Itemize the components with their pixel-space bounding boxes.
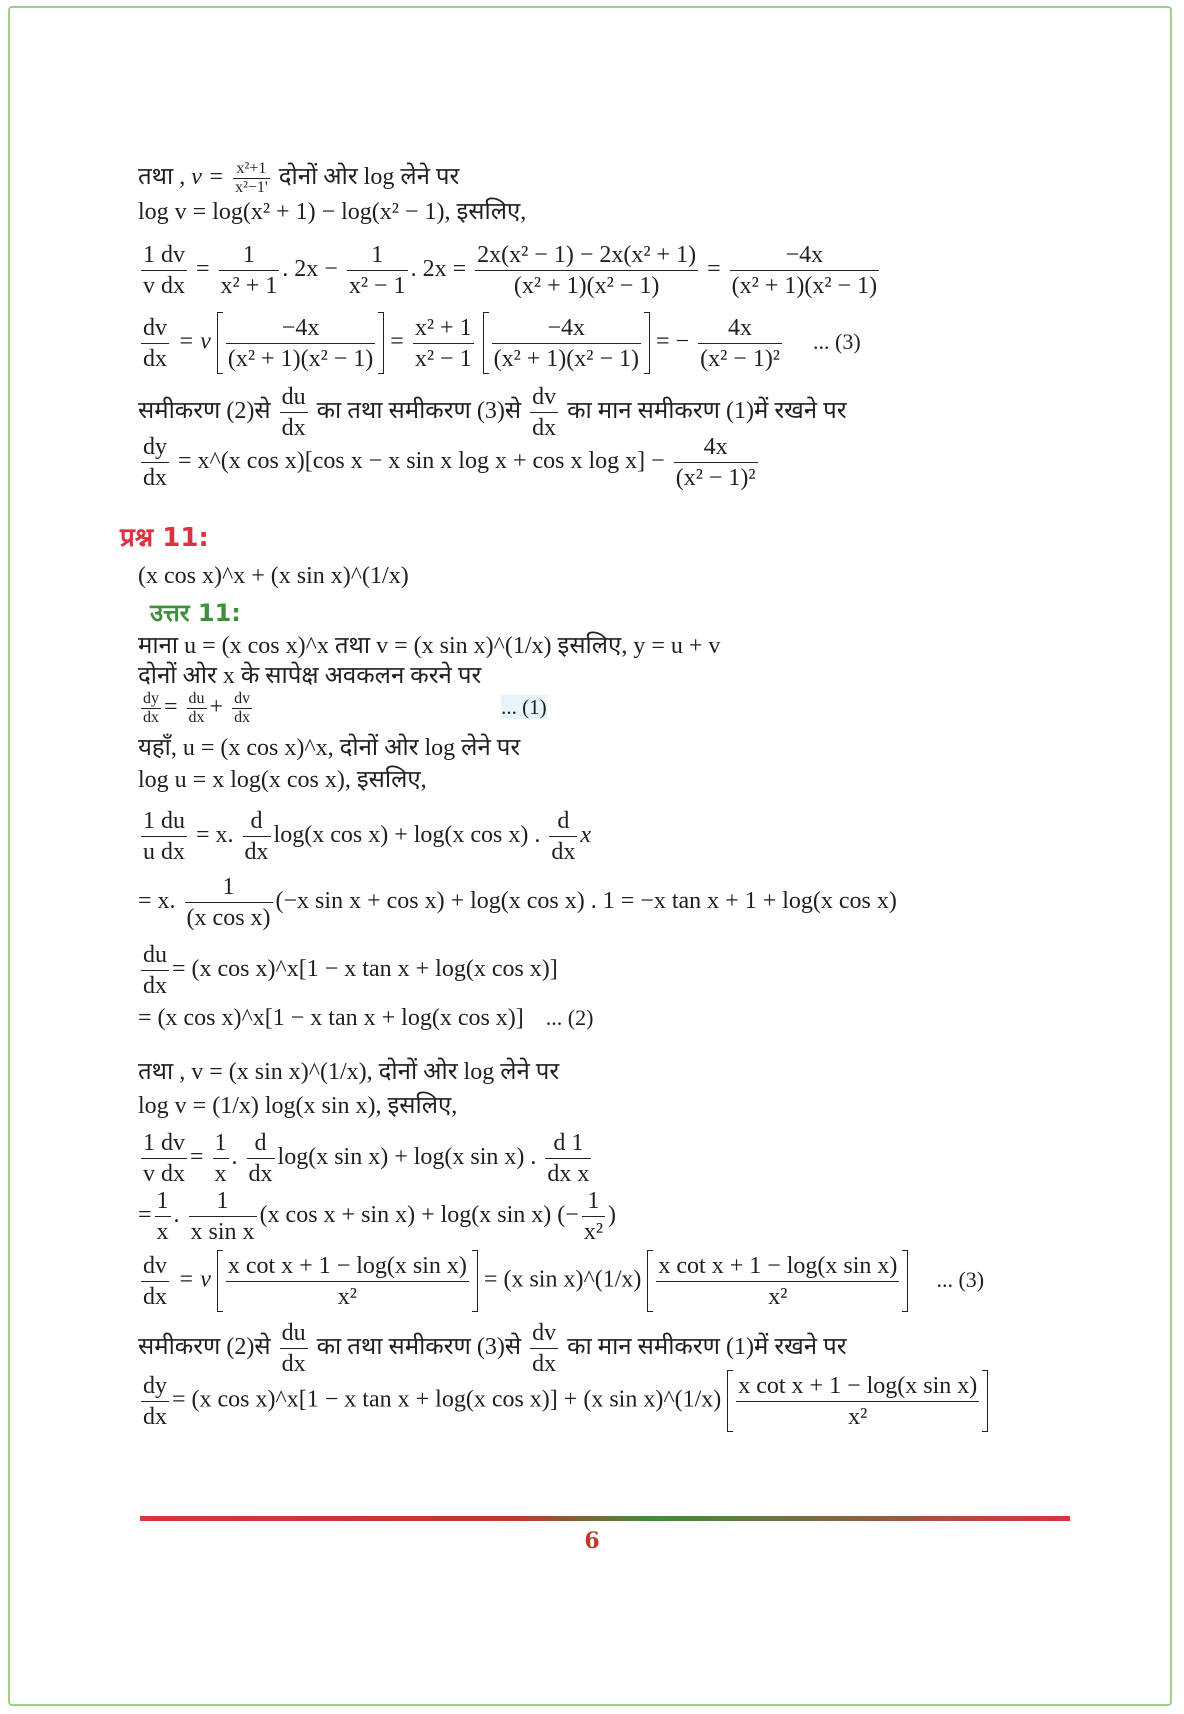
numerator: d 1 xyxy=(545,1128,591,1159)
fraction xyxy=(141,313,169,374)
answer-line: तथा , v = (x sin x)^(1/x), दोनों ओर log लेने पर xyxy=(138,1059,560,1085)
text: दोनों ओर log लेने पर xyxy=(278,164,460,191)
denominator: dx xyxy=(532,1351,557,1377)
final-answer-line xyxy=(138,1370,988,1432)
bracket xyxy=(647,1250,653,1312)
numerator: −4x xyxy=(226,313,375,344)
equation-reference: ... (1) xyxy=(501,695,547,720)
numerator: x cot x + 1 − log(x sin x) xyxy=(736,1371,979,1402)
denominator: x² + 1 xyxy=(220,273,278,299)
fraction xyxy=(219,240,280,301)
text: log(x cos x) + log(x cos x) . xyxy=(273,822,541,849)
denominator: v dx xyxy=(143,1161,185,1187)
text: = (x sin x)^(1/x) xyxy=(483,1266,642,1293)
fraction xyxy=(698,313,782,374)
denominator: dx xyxy=(143,1283,167,1310)
numerator: 1 du xyxy=(141,806,187,837)
fraction xyxy=(189,1186,257,1247)
denominator: (x² + 1)(x² − 1) xyxy=(227,345,374,372)
fraction xyxy=(141,1128,187,1189)
numerator: dv xyxy=(141,1251,169,1282)
fraction xyxy=(545,1128,591,1189)
text: log(x sin x) + log(x sin x) . xyxy=(277,1144,537,1171)
expansion-line xyxy=(138,872,897,933)
expr: v = xyxy=(191,164,231,191)
denominator: dx xyxy=(143,465,167,491)
text: तथा , xyxy=(138,164,192,191)
denominator: dx xyxy=(281,1351,306,1377)
numerator: dv xyxy=(530,1318,558,1349)
fraction xyxy=(141,432,169,493)
answer-title: उत्तर 11: xyxy=(150,599,241,627)
numerator: x²+1 xyxy=(233,160,270,179)
fraction xyxy=(187,690,207,727)
numerator: −4x xyxy=(730,240,879,271)
numerator: 1 xyxy=(185,872,273,903)
derivative-log-v-line-2: $\frac{1 dv}{\text{v dx}}$ = $\frac{1}{x}$ . $\frac{d}{dx}$ log(x sin x) + log(x sin x) . $\frac{d 1}{\text{dx x}}$ xyxy=(143,1130,590,1187)
numerator: d xyxy=(247,1128,275,1159)
text: का तथा समीकरण (3)से xyxy=(316,398,522,425)
bracket xyxy=(727,1370,733,1432)
denominator: x²−1' xyxy=(235,179,268,196)
numerator: dy xyxy=(143,690,159,707)
numerator: x cot x + 1 − log(x sin x) xyxy=(226,1251,469,1282)
fraction xyxy=(730,240,879,301)
denominator: (x² + 1)(x² − 1) xyxy=(513,273,660,299)
fraction xyxy=(226,313,375,374)
text: (x cos x + sin x) + log(x sin x) xyxy=(259,1202,552,1229)
derivative-log-u-line xyxy=(138,806,591,867)
denominator: dx xyxy=(143,345,167,372)
bracket xyxy=(378,312,384,374)
log-v-line: log v = log(x² + 1) − log(x² − 1), इसलिए, xyxy=(138,199,527,225)
numerator: du xyxy=(188,690,205,707)
fraction xyxy=(674,432,758,493)
numerator: dv xyxy=(530,382,558,413)
numerator: 1 dv xyxy=(141,1128,187,1159)
numerator: d xyxy=(243,806,271,837)
numerator: 1 xyxy=(155,1186,171,1217)
dy-dx-result-line xyxy=(138,432,761,493)
fraction xyxy=(141,806,187,867)
bracket xyxy=(982,1370,988,1432)
dv-dx-line-2 xyxy=(138,1250,984,1312)
fraction xyxy=(213,1128,229,1189)
fraction xyxy=(233,160,270,197)
text: = x. xyxy=(138,888,176,915)
text: = (x cos x)^x[1 − x tan x + log(x cos x)] + (x sin x)^(1/x) xyxy=(172,1386,722,1413)
text: समीकरण (2)से xyxy=(138,1334,271,1361)
answer-line: log u = x log(x cos x), इसलिए, xyxy=(138,767,427,793)
denominator: x² − 1 xyxy=(414,345,472,372)
answer-line: log v = (1/x) log(x sin x), इसलिए, xyxy=(138,1093,458,1119)
numerator: dy xyxy=(141,1371,169,1402)
equation-reference: ... (3) xyxy=(936,1266,985,1292)
numerator: 1 xyxy=(219,240,280,271)
denominator: x² xyxy=(583,1219,604,1245)
denominator: dx xyxy=(248,1161,273,1187)
bracket xyxy=(217,1250,223,1312)
text: (−x sin x + cos x) + log(x cos x) . 1 = −x tan x + 1 + log(x cos x) xyxy=(275,888,897,915)
denominator: dx x xyxy=(547,1161,590,1187)
answer-line: माना u = (x cos x)^x तथा v = (x sin x)^(1/x) इसलिए, y = u + v xyxy=(138,633,721,659)
denominator: x² xyxy=(337,1283,357,1310)
bracket xyxy=(902,1250,908,1312)
numerator: 2x(x² − 1) − 2x(x² + 1) xyxy=(475,240,698,271)
dv-dx-line: $\frac{dv}{dx}$ = v $\frac{-4x}{\text{(x² + 1)(x² − 1)}}$ = $\frac{\text{x² + 1}}{\text{x² − 1}}$ $\frac{-4x}{\text{(x² + 1)(x² − 1)}}$ = − $\frac{4x}{\text{(x² − 1)²}}$ ... (3) xyxy=(138,312,861,374)
answer-line: दोनों ओर x के सापेक्ष अवकलन करने पर xyxy=(138,663,482,689)
fraction xyxy=(226,1251,469,1312)
denominator: x xyxy=(156,1219,169,1245)
bracket xyxy=(644,312,650,374)
fraction xyxy=(185,872,273,933)
fraction xyxy=(141,940,169,1001)
denominator: dx xyxy=(234,709,251,726)
answer-line: यहाँ, u = (x cos x)^x, दोनों ओर log लेने पर xyxy=(138,735,521,761)
denominator: (x² + 1)(x² − 1) xyxy=(493,345,640,372)
text: x xyxy=(580,822,592,849)
expansion-line-2: = $\frac{1}{x}$ . $\frac{1}{\text{x sin x}}$ (x cos x + sin x) + log(x sin x) (− $\frac{1}{\text{x²}}$ ) xyxy=(138,1188,617,1245)
bracket xyxy=(483,312,489,374)
numerator: x² + 1 xyxy=(413,313,474,344)
numerator: x cot x + 1 − log(x sin x) xyxy=(656,1251,899,1282)
bracket xyxy=(472,1250,478,1312)
denominator: x xyxy=(214,1161,227,1187)
denominator: dx xyxy=(551,839,576,865)
fraction xyxy=(247,1128,275,1189)
question-text: (x cos x)^x + (x sin x)^(1/x) xyxy=(138,563,409,589)
text: का तथा समीकरण (3)से xyxy=(316,1334,522,1361)
bracket xyxy=(217,312,223,374)
denominator: dx xyxy=(143,973,167,999)
text: = v xyxy=(178,328,211,355)
text: . 2x − xyxy=(282,256,338,283)
fraction xyxy=(141,690,161,727)
fraction xyxy=(141,1371,169,1432)
numerator: 1 xyxy=(347,240,408,271)
fraction xyxy=(656,1251,899,1312)
numerator: d xyxy=(549,806,577,837)
fraction xyxy=(243,806,271,867)
numerator: −4x xyxy=(492,313,641,344)
page-number: 6 xyxy=(584,1528,600,1554)
numerator: du xyxy=(141,940,169,971)
numerator: 4x xyxy=(698,313,782,344)
text: = (x cos x)^x[1 − x tan x + log(x cos x)] xyxy=(138,1005,524,1031)
text: = x. xyxy=(196,822,234,849)
numerator: 1 xyxy=(213,1128,229,1159)
numerator: du xyxy=(280,1318,308,1349)
text: = x^(x cos x)[cos x − x sin x log x + cos x log x] − xyxy=(178,448,665,475)
fraction xyxy=(582,1186,605,1247)
fraction xyxy=(232,690,252,727)
numerator: 1 xyxy=(582,1186,605,1217)
numerator: 4x xyxy=(674,432,758,463)
denominator: x sin x xyxy=(190,1219,255,1245)
denominator: (x² + 1)(x² − 1) xyxy=(731,273,878,299)
du-dx-line xyxy=(138,940,558,1001)
du-dx-result-line xyxy=(138,1004,593,1032)
text: का मान समीकरण (1)में रखने पर xyxy=(567,398,847,425)
denominator: x² xyxy=(848,1403,868,1430)
fraction xyxy=(141,240,187,301)
denominator: x² − 1 xyxy=(348,273,406,299)
denominator: (x² − 1)² xyxy=(700,345,781,372)
denominator: (x² − 1)² xyxy=(675,465,756,491)
numerator: dv xyxy=(141,313,169,344)
text: का मान समीकरण (1)में रखने पर xyxy=(567,1334,847,1361)
fraction xyxy=(475,240,698,301)
denominator: x² xyxy=(768,1283,788,1310)
denominator: u dx xyxy=(143,839,185,865)
denominator: dx xyxy=(244,839,269,865)
v-definition-line xyxy=(138,160,459,197)
footer-divider xyxy=(140,1516,1070,1521)
equation-reference: ... (3) xyxy=(813,328,861,354)
denominator: dx xyxy=(188,709,205,726)
denominator: dx xyxy=(143,709,159,726)
denominator: (x cos x) xyxy=(186,905,271,931)
sum-derivative-line: $\frac{dy}{dx}$ = $\frac{du}{dx}$ + $\frac{dv}{dx}$ ... (1) xyxy=(143,690,547,726)
text: = v xyxy=(178,1266,211,1293)
equation-reference: ... (2) xyxy=(545,1005,594,1030)
numerator: dv xyxy=(234,690,251,707)
denominator: dx xyxy=(281,415,306,441)
denominator: v dx xyxy=(143,273,185,299)
text: = (x cos x)^x[1 − x tan x + log(x cos x)] xyxy=(172,956,558,983)
numerator: du xyxy=(280,382,308,413)
numerator: dy xyxy=(141,432,169,463)
fraction xyxy=(155,1186,171,1247)
text: समीकरण (2)से xyxy=(138,398,271,425)
fraction xyxy=(549,806,577,867)
question-title: प्रश्न 11: xyxy=(120,523,209,553)
fraction xyxy=(347,240,408,301)
fraction xyxy=(736,1371,979,1432)
text: . 2x = xyxy=(410,256,467,283)
fraction xyxy=(413,313,474,374)
fraction xyxy=(492,313,641,374)
numerator: 1 dv xyxy=(141,240,187,271)
denominator: dx xyxy=(532,415,557,441)
fraction xyxy=(141,1251,169,1312)
numerator: 1 xyxy=(189,1186,257,1217)
derivative-log-v-line: $\frac{1 dv}{\text{v dx}}$ = $\frac{1}{\text{x² + 1}}$ . 2x − $\frac{1}{\text{x² − 1}}$ . 2x = $\frac{\text{2x(x² − 1) − 2x(x² + 1)}}{\text{(x² + 1)(x² − 1)}}$ = $\frac{-4x}{\text{(x² + 1)(x² − 1)}}$ xyxy=(143,242,878,299)
denominator: dx xyxy=(143,1403,167,1430)
